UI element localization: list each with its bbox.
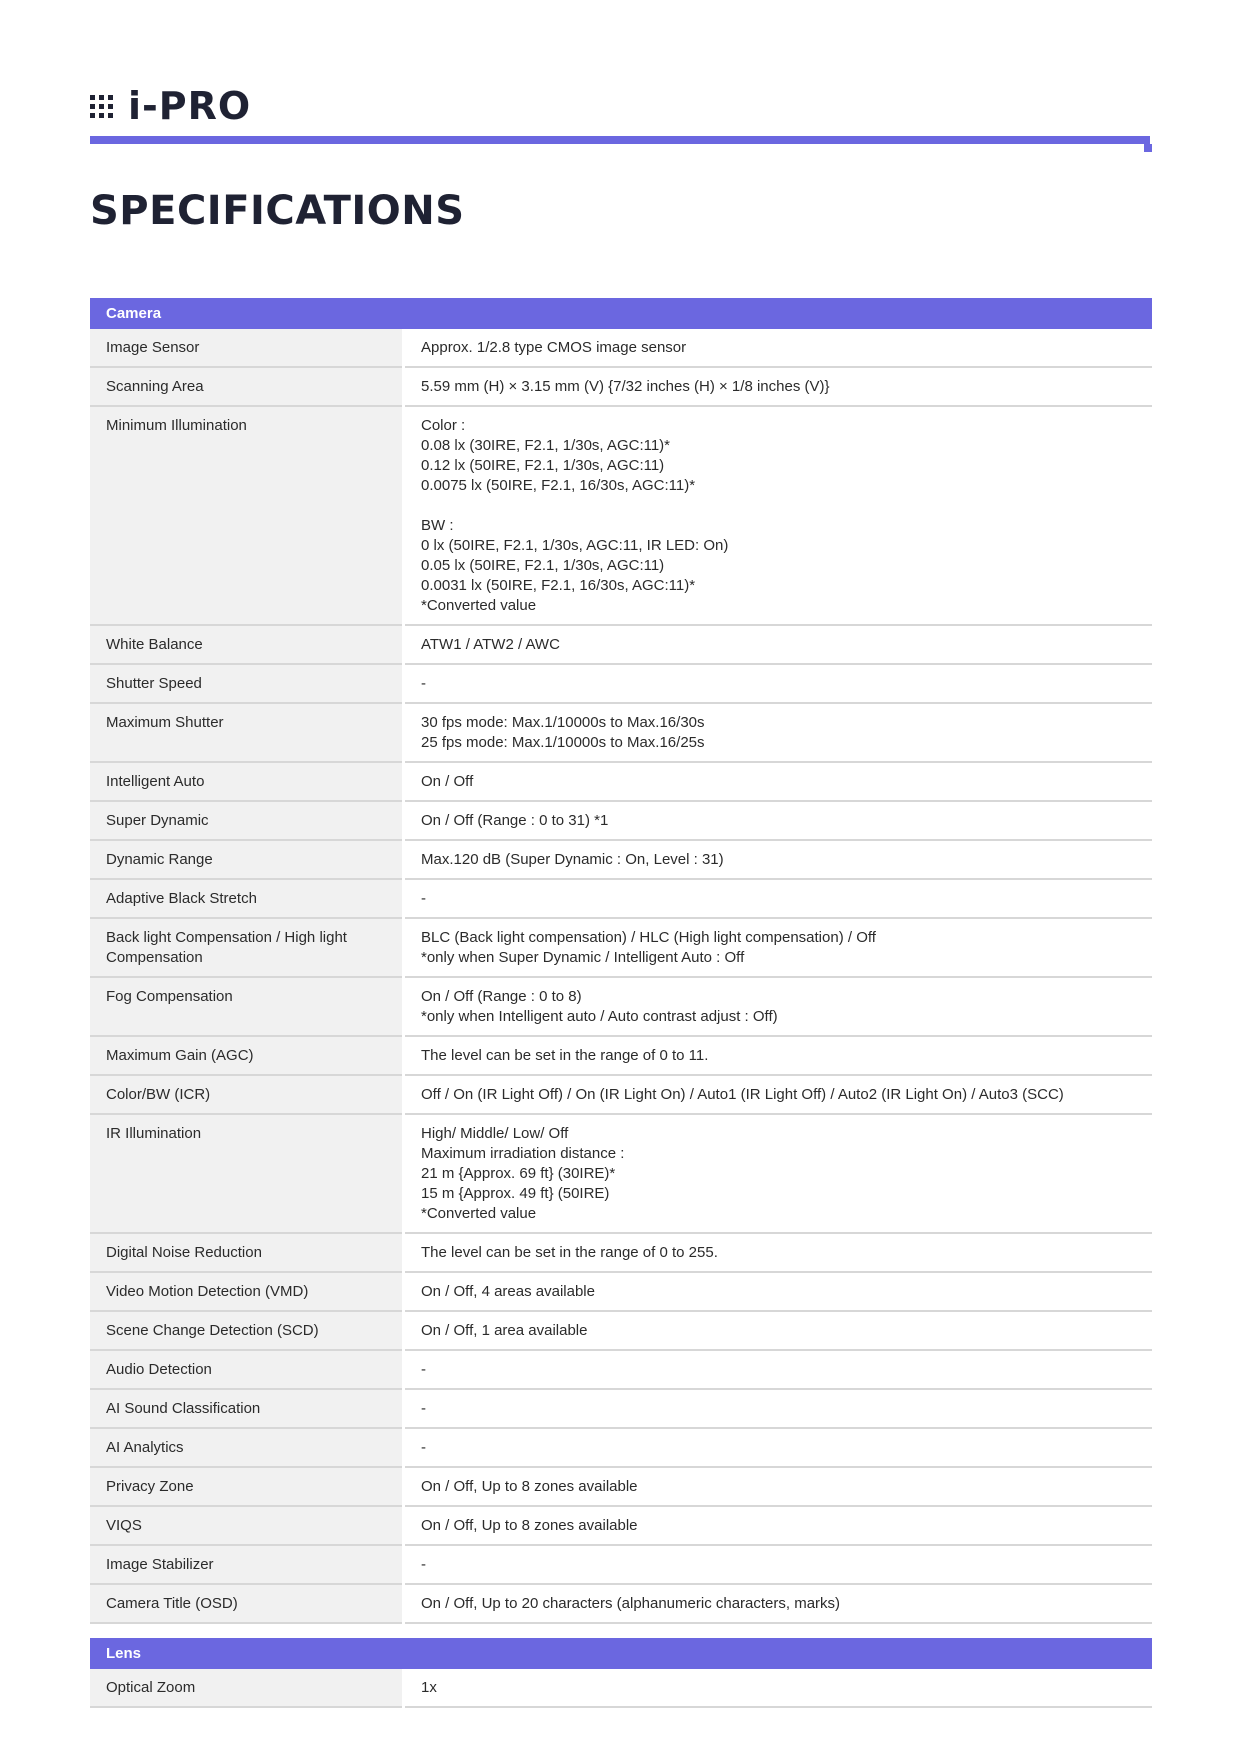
spec-value: [404, 406, 1153, 625]
spec-label: Super Dynamic: [90, 801, 404, 840]
spec-value: [404, 625, 1153, 664]
spec-value: [404, 1389, 1153, 1428]
spec-value-line: High/ Middle/ Low/ Off: [421, 1125, 569, 1142]
spec-value-line: 15 m {Approx. 49 ft} (50IRE): [421, 1185, 610, 1202]
spec-row: [90, 1506, 1152, 1545]
spec-value: [404, 703, 1153, 762]
spec-value-line: -: [421, 1361, 426, 1378]
spec-value: [404, 1272, 1153, 1311]
section-title: Camera: [90, 298, 1152, 329]
spec-value: [404, 367, 1153, 406]
spec-label: Color/BW (ICR): [90, 1075, 404, 1114]
spec-value-line: On / Off (Range : 0 to 31) *1: [421, 812, 609, 829]
spec-value-line: The level can be set in the range of 0 to 255.: [421, 1244, 718, 1261]
spec-value-line: 0.12 lx (50IRE, F2.1, 1/30s, AGC:11): [421, 457, 665, 474]
spec-value-line: -: [421, 1400, 426, 1417]
spec-row: [90, 918, 1152, 977]
spec-value-line: The level can be set in the range of 0 to 11.: [421, 1047, 709, 1064]
spec-value: [404, 1311, 1153, 1350]
spec-value-line: 0.0075 lx (50IRE, F2.1, 16/30s, AGC:11)*: [421, 477, 696, 494]
spec-value-line: On / Off, Up to 8 zones available: [421, 1517, 638, 1534]
spec-row: [90, 664, 1152, 703]
spec-value-line: BW :: [421, 517, 454, 534]
spec-value-line: Maximum irradiation distance :: [421, 1145, 625, 1162]
spec-value-line: 5.59 mm (H) × 3.15 mm (V) {7/32 inches (H) × 1/8 inches (V)}: [421, 378, 830, 395]
spec-value-line: On / Off, 4 areas available: [421, 1283, 595, 1300]
spec-label: Minimum Illumination: [90, 406, 404, 625]
spec-value-line: 0 lx (50IRE, F2.1, 1/30s, AGC:11, IR LED: On): [421, 537, 729, 554]
header-accent-tick: [1144, 144, 1152, 152]
spec-value-line: [421, 496, 1136, 516]
section-header: [90, 298, 1152, 329]
spec-label: Audio Detection: [90, 1350, 404, 1389]
spec-row: [90, 977, 1152, 1036]
spec-value-line: 0.08 lx (30IRE, F2.1, 1/30s, AGC:11)*: [421, 437, 671, 454]
spec-row: [90, 1075, 1152, 1114]
spec-row: [90, 329, 1152, 367]
spec-value: [404, 1233, 1153, 1272]
spec-value: [404, 1075, 1153, 1114]
spec-value-line: Approx. 1/2.8 type CMOS image sensor: [421, 339, 687, 356]
spec-value: [404, 1114, 1153, 1233]
spec-value: [404, 1506, 1153, 1545]
spec-row: [90, 1389, 1152, 1428]
spec-row: [90, 703, 1152, 762]
spec-value: [404, 840, 1153, 879]
spec-label: Dynamic Range: [90, 840, 404, 879]
spec-label: AI Analytics: [90, 1428, 404, 1467]
spec-label: Camera Title (OSD): [90, 1584, 404, 1623]
spec-label: White Balance: [90, 625, 404, 664]
spec-row: [90, 1233, 1152, 1272]
spec-label: Privacy Zone: [90, 1467, 404, 1506]
spec-value-line: *only when Super Dynamic / Intelligent Auto : Off: [421, 949, 745, 966]
spec-value-line: -: [421, 1556, 426, 1573]
spec-value: [404, 1350, 1153, 1389]
spec-row: [90, 762, 1152, 801]
spec-label: Shutter Speed: [90, 664, 404, 703]
spec-row: [90, 840, 1152, 879]
spec-value-line: Color :: [421, 417, 466, 434]
page-title: SPECIFICATIONS: [90, 188, 465, 234]
spec-value: [404, 977, 1153, 1036]
section-title: Lens: [90, 1638, 1152, 1669]
spec-value-line: 1x: [421, 1679, 437, 1696]
spec-value: [404, 879, 1153, 918]
spec-value-line: ATW1 / ATW2 / AWC: [421, 636, 560, 653]
brand-logo: [90, 84, 252, 128]
spec-value-line: Max.120 dB (Super Dynamic : On, Level : 31): [421, 851, 724, 868]
spec-row: [90, 1350, 1152, 1389]
spec-row: [90, 367, 1152, 406]
spec-value-line: On / Off: [421, 773, 474, 790]
spec-row: [90, 801, 1152, 840]
spec-value-line: Off / On (IR Light Off) / On (IR Light On) / Auto1 (IR Light Off) / Auto2 (IR Light On) / Auto3 (SCC): [421, 1086, 1064, 1103]
section-spacer: [90, 1623, 1152, 1638]
section-header: [90, 1638, 1152, 1669]
spec-value-line: *only when Intelligent auto / Auto contrast adjust : Off): [421, 1008, 778, 1025]
spec-value: [404, 762, 1153, 801]
spec-value-line: On / Off (Range : 0 to 8): [421, 988, 582, 1005]
spec-value: [404, 801, 1153, 840]
spec-row: [90, 1311, 1152, 1350]
spec-value: [404, 1545, 1153, 1584]
spec-label: IR Illumination: [90, 1114, 404, 1233]
spec-row: [90, 1036, 1152, 1075]
spec-value-line: On / Off, Up to 20 characters (alphanumeric characters, marks): [421, 1595, 841, 1612]
spec-row: [90, 625, 1152, 664]
spec-label: Optical Zoom: [90, 1669, 404, 1707]
spec-label: AI Sound Classification: [90, 1389, 404, 1428]
spec-value: [404, 1669, 1153, 1707]
spec-value: [404, 1584, 1153, 1623]
spec-row: [90, 1584, 1152, 1623]
spec-value: [404, 329, 1153, 367]
spec-label: Maximum Shutter: [90, 703, 404, 762]
spec-value-line: 0.05 lx (50IRE, F2.1, 1/30s, AGC:11): [421, 557, 665, 574]
spec-value-line: On / Off, Up to 8 zones available: [421, 1478, 638, 1495]
spec-label: Video Motion Detection (VMD): [90, 1272, 404, 1311]
spec-label: Maximum Gain (AGC): [90, 1036, 404, 1075]
spec-value: [404, 918, 1153, 977]
spec-label: Adaptive Black Stretch: [90, 879, 404, 918]
spec-value-line: -: [421, 890, 426, 907]
spec-row: [90, 1669, 1152, 1707]
spec-label: Fog Compensation: [90, 977, 404, 1036]
spec-row: [90, 406, 1152, 625]
spec-value-line: -: [421, 1439, 426, 1456]
logo-text: i-PRO: [128, 84, 252, 128]
spec-label: Scanning Area: [90, 367, 404, 406]
spec-label: Scene Change Detection (SCD): [90, 1311, 404, 1350]
spec-value-line: 30 fps mode: Max.1/10000s to Max.16/30s: [421, 714, 705, 731]
spec-row: [90, 1272, 1152, 1311]
spec-label: Intelligent Auto: [90, 762, 404, 801]
spec-label: Image Stabilizer: [90, 1545, 404, 1584]
spec-value-line: On / Off, 1 area available: [421, 1322, 588, 1339]
spec-value-line: *Converted value: [421, 1205, 537, 1222]
spec-value-line: 0.0031 lx (50IRE, F2.1, 16/30s, AGC:11)*: [421, 577, 696, 594]
spec-label: VIQS: [90, 1506, 404, 1545]
spec-label: Back light Compensation / High light Compensation: [90, 918, 404, 977]
logo-dots-icon: [90, 95, 122, 118]
spec-label: Image Sensor: [90, 329, 404, 367]
spec-row: [90, 1467, 1152, 1506]
spec-label: Digital Noise Reduction: [90, 1233, 404, 1272]
spec-value: [404, 664, 1153, 703]
spec-row: [90, 1545, 1152, 1584]
spec-value-line: BLC (Back light compensation) / HLC (High light compensation) / Off: [421, 929, 876, 946]
spec-value-line: 25 fps mode: Max.1/10000s to Max.16/25s: [421, 734, 705, 751]
spec-row: [90, 1428, 1152, 1467]
spec-row: [90, 1114, 1152, 1233]
spec-value: [404, 1428, 1153, 1467]
spec-value-line: *Converted value: [421, 597, 537, 614]
spec-value-line: 21 m {Approx. 69 ft} (30IRE)*: [421, 1165, 616, 1182]
spec-table: [90, 298, 1152, 1708]
spec-value-line: -: [421, 675, 426, 692]
header-accent-bar: [90, 136, 1150, 144]
spec-value: [404, 1036, 1153, 1075]
spec-row: [90, 879, 1152, 918]
spec-value: [404, 1467, 1153, 1506]
